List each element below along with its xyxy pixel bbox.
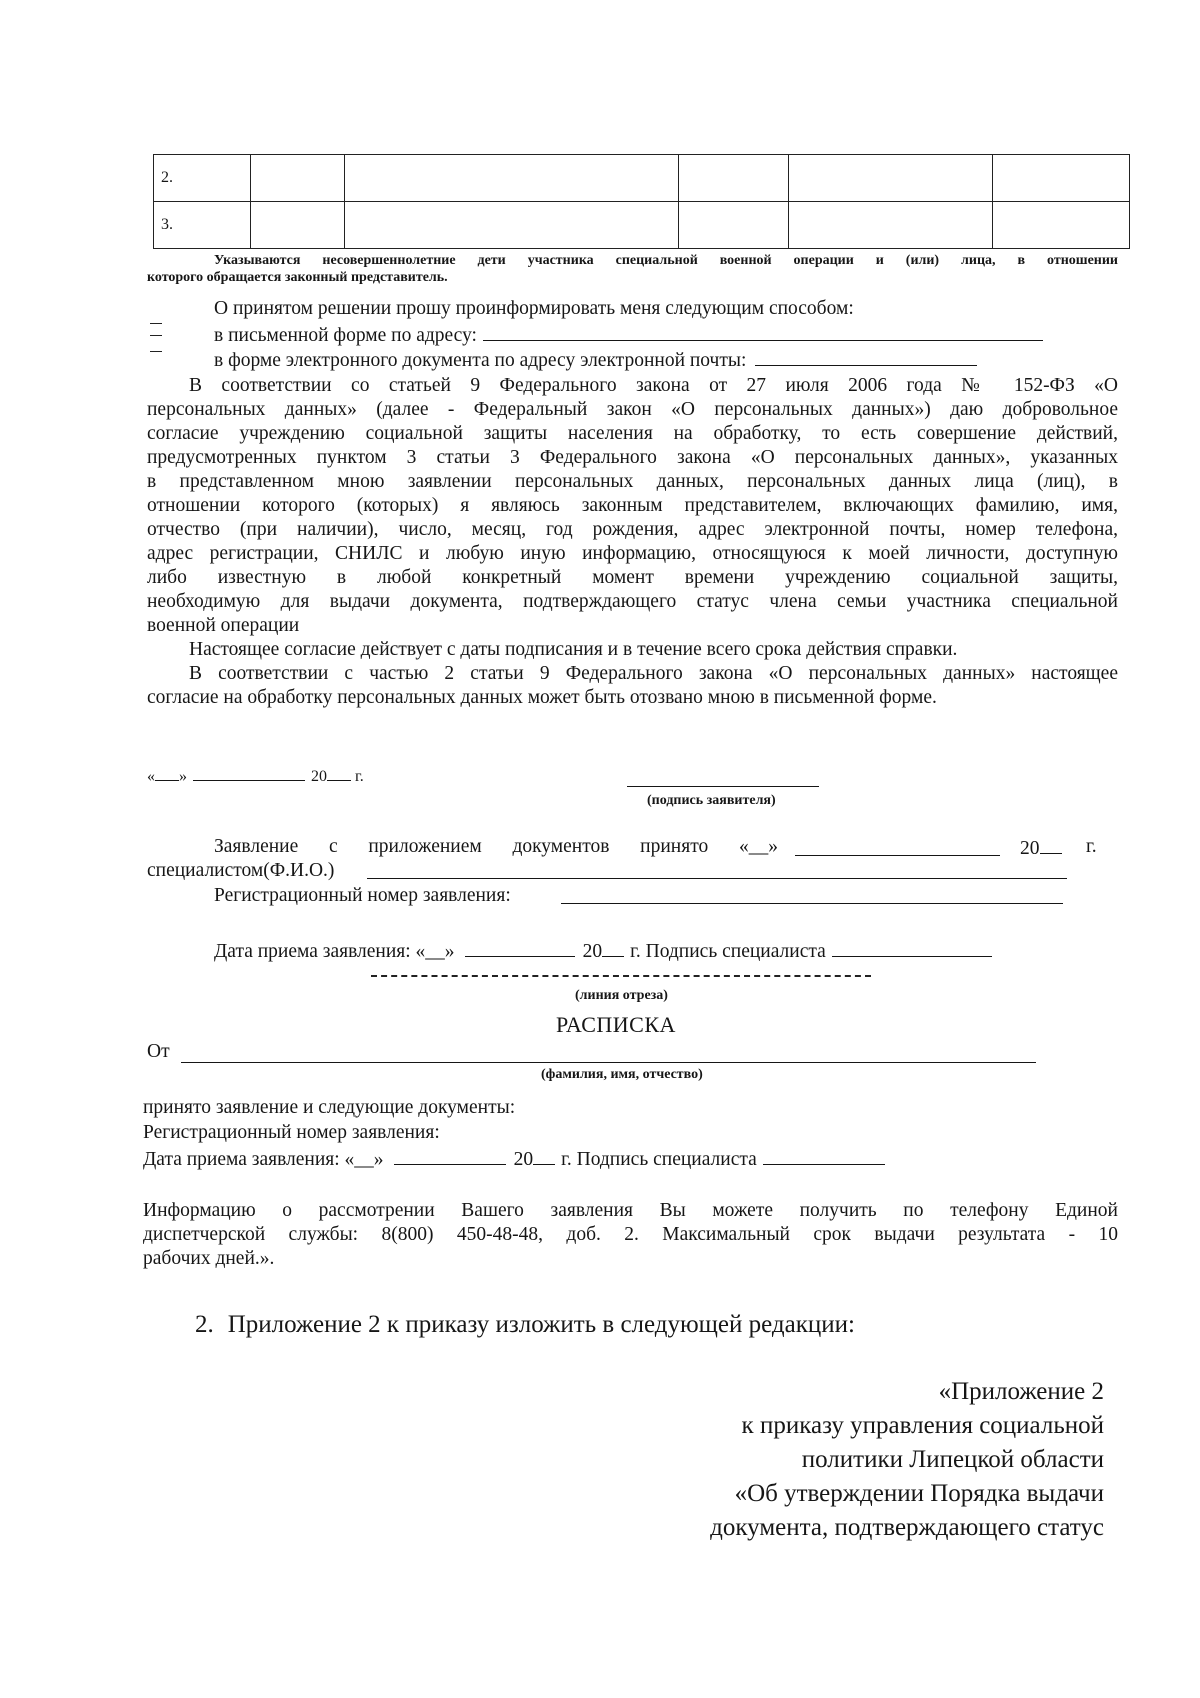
footnote-line: которого обращается законный представитель. [147,270,448,285]
appendix-line: «Об утверждении Порядка выдачи [734,1480,1104,1507]
consent-line: отчество (при наличии), число, месяц, год рождения, адрес электронной почты, номер телефона, [147,519,1118,540]
consent-line: отношении которого (которых) я являюсь законным представителем, включающих фамилию, имя, [147,495,1118,516]
acceptance-word: документов [512,836,610,857]
consent-line: согласие учреждению социальной защиты населения на обработку, то есть совершение действий, [147,423,1118,444]
notify-option-email: в форме электронного документа по адресу электронной почты: [214,347,977,373]
consent-line: адрес регистрации, СНИЛС и любую иную информацию, относящуюся к моей личности, доступную [147,543,1118,564]
appendix-line: к приказу управления социальной [741,1412,1104,1439]
receipt-from: От [147,1041,170,1062]
acceptance-word: принято [640,836,709,857]
table-cell [993,202,1130,249]
option-dash [150,351,162,352]
info-line: Информацию о рассмотрении Вашего заявления Вы можете получить по телефону Единой [143,1200,1118,1221]
table-row [154,202,1130,249]
table-cell [251,202,345,249]
applicant-date: « » 20 г. [147,768,364,785]
notify-option-postal: в письменной форме по адресу: [214,322,1043,348]
reg-number-line [561,903,1063,904]
acceptance-word: с [328,836,338,857]
table-row [154,155,1130,202]
appendix-header [710,1375,1104,1545]
info-line: диспетчерской службы: 8(800) 450-48-48, доб. 2. Максимальный срок выдачи результата - 10 [143,1224,1118,1245]
table-cell-number: 3. [154,202,251,249]
acceptance-g: г. [1086,836,1097,857]
info-paragraph [143,1199,1118,1271]
info-line: рабочих дней.». [143,1248,275,1269]
acceptance-date-row: Дата приема заявления: «__» 20 г. Подпись специалиста [214,938,992,964]
receipt-accepted: принято заявление и следующие документы: [143,1097,516,1118]
receipt-date-row: Дата приема заявления: «__» 20 г. Подпись специалиста [143,1146,885,1172]
table-cell [679,155,789,202]
consent-line: необходимую для выдачи документа, подтверждающего статус члена семьи участника специальной [147,591,1118,612]
specialist-label: специалистом(Ф.И.О.) [147,860,335,881]
consent-line: либо известную в любой конкретный момент времени учреждению социальной защиты, [147,567,1118,588]
option-dash [150,323,162,324]
table-cell [789,202,993,249]
consent-revoke: согласие на обработку персональных данных может быть отозвано мною в письменной форме. [147,687,937,708]
table-cell [345,202,679,249]
footnote-line: Указываются несовершеннолетние дети участника специальной военной операции и (или) лица, в отношении [214,253,1118,268]
table-cell-number: 2. [154,155,251,202]
consent-line: в представленном мною заявлении персональных данных, персональных данных лица (лиц), в [147,471,1118,492]
reg-number-label: Регистрационный номер заявления: [214,885,511,906]
acceptance-word: приложением [368,836,482,857]
appendix-line: документа, подтверждающего статус [710,1514,1104,1541]
acceptance-word: Заявление [214,836,299,857]
table-cell [251,155,345,202]
consent-line: В соответствии со статьей 9 Федерального закона от 27 июля 2006 года № 152-ФЗ «О [189,375,1118,396]
signature-line [627,786,819,787]
specialist-line [367,878,1067,879]
signature-caption: (подпись заявителя) [647,793,776,808]
receipt-from-line [181,1062,1036,1063]
cut-line [371,975,871,977]
receipt-reg-number: Регистрационный номер заявления: [143,1122,440,1143]
table-cell [345,155,679,202]
receipt-title: РАСПИСКА [556,1012,676,1037]
receipt-from-caption: (фамилия, имя, отчество) [541,1067,703,1082]
appendix-line: «Приложение 2 [938,1378,1104,1405]
table-cell [993,155,1130,202]
consent-line: военной операции [147,615,300,636]
notify-intro: О принятом решении прошу проинформировать меня следующим способом: [214,298,854,319]
appendix-line: политики Липецкой области [801,1446,1104,1473]
table-cell [789,155,993,202]
children-table [153,154,1130,249]
table-cell [679,202,789,249]
consent-paragraph [147,374,1118,710]
acceptance-word: «__» [738,836,778,857]
acceptance-year: 20 [1020,835,1062,861]
consent-line: предусмотренных пунктом 3 статьи 3 Федерального закона «О персональных данных», указанных [147,447,1118,468]
consent-validity: Настоящее согласие действует с даты подписания и в течение всего срока действия справки. [189,639,958,660]
cut-line-caption: (линия отреза) [575,988,668,1003]
acceptance-line [214,835,778,859]
consent-line: персональных данных» (далее - Федеральный закон «О персональных данных») даю добровольное [147,399,1118,420]
acceptance-date-line [795,855,1000,856]
item-2: 2. Приложение 2 к приказу изложить в следующей редакции: [195,1311,855,1338]
consent-revoke: В соответствии с частью 2 статьи 9 Федерального закона «О персональных данных» настоящее [189,663,1118,684]
option-dash [150,335,162,336]
